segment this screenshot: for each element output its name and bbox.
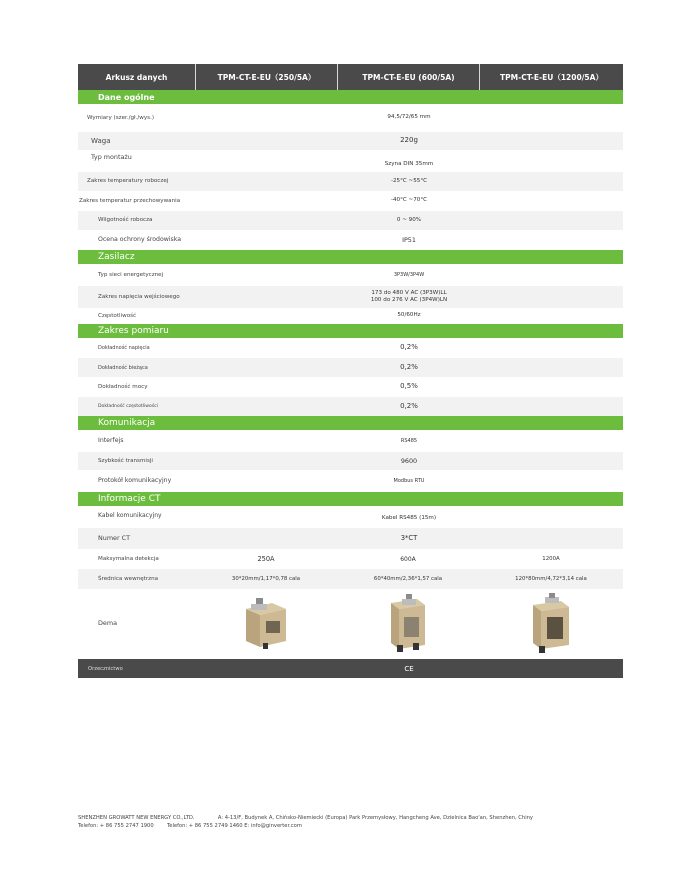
row-label: Ocena ochrony środowiska [98,236,182,244]
datasheet-table [78,64,623,678]
row-value: 0,5% [400,382,418,391]
footer-contact: Telefon: + 86 755 2749 1460 E: info@ginverter.com [166,823,302,830]
row-label: Częstotliwość [98,312,137,319]
ct-photo-250 [195,595,337,653]
row-label: Numer CT [98,533,131,542]
table-row [78,132,623,150]
row-label: Wymiary (szer./gł./wys.) [87,114,155,121]
row-label: Interfejs [98,437,124,445]
voltage-line-2: 100 do 276 V AC (3P4W)LN [370,297,448,303]
inner-dia-1200: 120*80mm/4,72*3,14 cala [515,576,587,582]
table-row [78,211,623,230]
row-value: 0,2% [400,362,418,371]
table-header [78,64,623,90]
row-value: -40°C ~70°C [390,197,428,204]
section-comm: Komunikacja [78,416,623,430]
row-label: Średnica wewnętrzna [98,575,159,582]
row-value: 0,2% [400,401,418,410]
row-value: 0 ~ 90% [396,216,422,223]
row-value: IP51 [402,235,416,244]
table-row [78,104,623,132]
table-row [78,506,623,528]
row-label: Zakres napięcia wejściowego [98,293,180,300]
ct-photo-600 [337,593,479,655]
table-row [78,230,623,250]
row-value: 50/60Hz [397,312,421,319]
row-label: Zakres temperatury roboczej [87,178,169,185]
row-label: Typ montażu [91,153,132,161]
table-row [78,549,623,569]
max-detect-1200: 1200A [542,556,560,562]
certification-row [78,659,623,678]
table-row [78,470,623,492]
voltage-line-1: 173 do 480 V AC (3P3W)LL [371,289,447,296]
row-label: Protokół komunikacyjny [98,477,172,485]
inner-dia-600: 60*40mm/2,36*1,57 cala [373,576,443,582]
row-label: Dokładność mocy [98,383,148,390]
section-general: Dane ogólne [78,90,623,104]
row-label: Kabel komunikacyjny [98,512,162,519]
table-row [78,569,623,589]
certification-value: CE [404,664,414,673]
row-value: RS485 [400,437,418,444]
table-row [78,452,623,470]
header-label: Arkusz danych [105,72,168,82]
table-row [78,397,623,416]
footer-address: A: 4-13/F, Budynek A, Chińsko-Niemiecki (Europa) Park Przemysłowy, Hangcheng Ave, Dzielnica Bao'an, Shenzhen, Chiny [217,815,533,821]
table-row [78,264,623,286]
inner-dia-250: 30*20mm/1,17*0,78 cala [231,576,301,582]
table-row [78,377,623,397]
row-label: Waga [91,136,111,145]
row-value [195,290,623,305]
row-value: 94,5/72/65 mm [387,114,431,121]
ct-photo-1200 [479,593,623,655]
row-value: 3P3W/3P4W [393,271,425,278]
footer-company: SHENZHEN GROWATT NEW ENERGY CO.,LTD. [78,815,195,821]
row-value: 3*CT [400,534,418,543]
table-row [78,430,623,452]
page-footer [78,814,638,831]
row-label: Dema [98,619,117,628]
table-row [78,150,623,172]
row-label: Wilgotność robocza [98,217,153,224]
table-row [78,191,623,211]
section-ct: Informacje CT [78,492,623,506]
table-row [78,286,623,308]
row-label: Zakres temperatur przechowywania [79,197,181,204]
table-row [78,358,623,377]
row-label: Szybkość transmisji [98,457,153,464]
footer-phone: Telefon: + 86 755 2747 1900 [78,823,154,830]
row-label: Dokładność napięcia [98,345,150,351]
table-row [78,589,623,659]
table-row [78,172,623,191]
section-power: Zasilacz [78,250,623,264]
row-value: 0,2% [400,343,418,352]
header-model-250: TPM-CT-E-EU（250/5A） [195,64,337,90]
table-row [78,308,623,324]
section-range: Zakres pomiaru [78,324,623,338]
header-model-600: TPM-CT-E-EU (600/5A) [337,64,479,90]
row-value: Kabel RS485 (15m) [381,515,437,521]
table-row [78,338,623,358]
row-label: Dokładność częstotliwości [98,403,159,409]
certification-label: Orzecznictwo [88,665,123,672]
row-value: 220g [400,136,418,145]
header-model-1200: TPM-CT-E-EU（1200/5A） [479,64,623,90]
table-row [78,528,623,549]
max-detect-600: 600A [400,555,416,563]
row-value: Modbus RTU [393,477,425,484]
row-value: Szyna DIN 35mm [384,161,434,167]
row-value: 9600 [400,456,418,465]
row-label: Maksymalna detekcja [98,555,159,562]
row-value: -25°C ~55°C [390,177,428,184]
max-detect-250: 250A [257,555,275,563]
row-label: Dokładność bieżąca [98,364,148,371]
row-label: Typ sieci energetycznej [98,271,164,278]
